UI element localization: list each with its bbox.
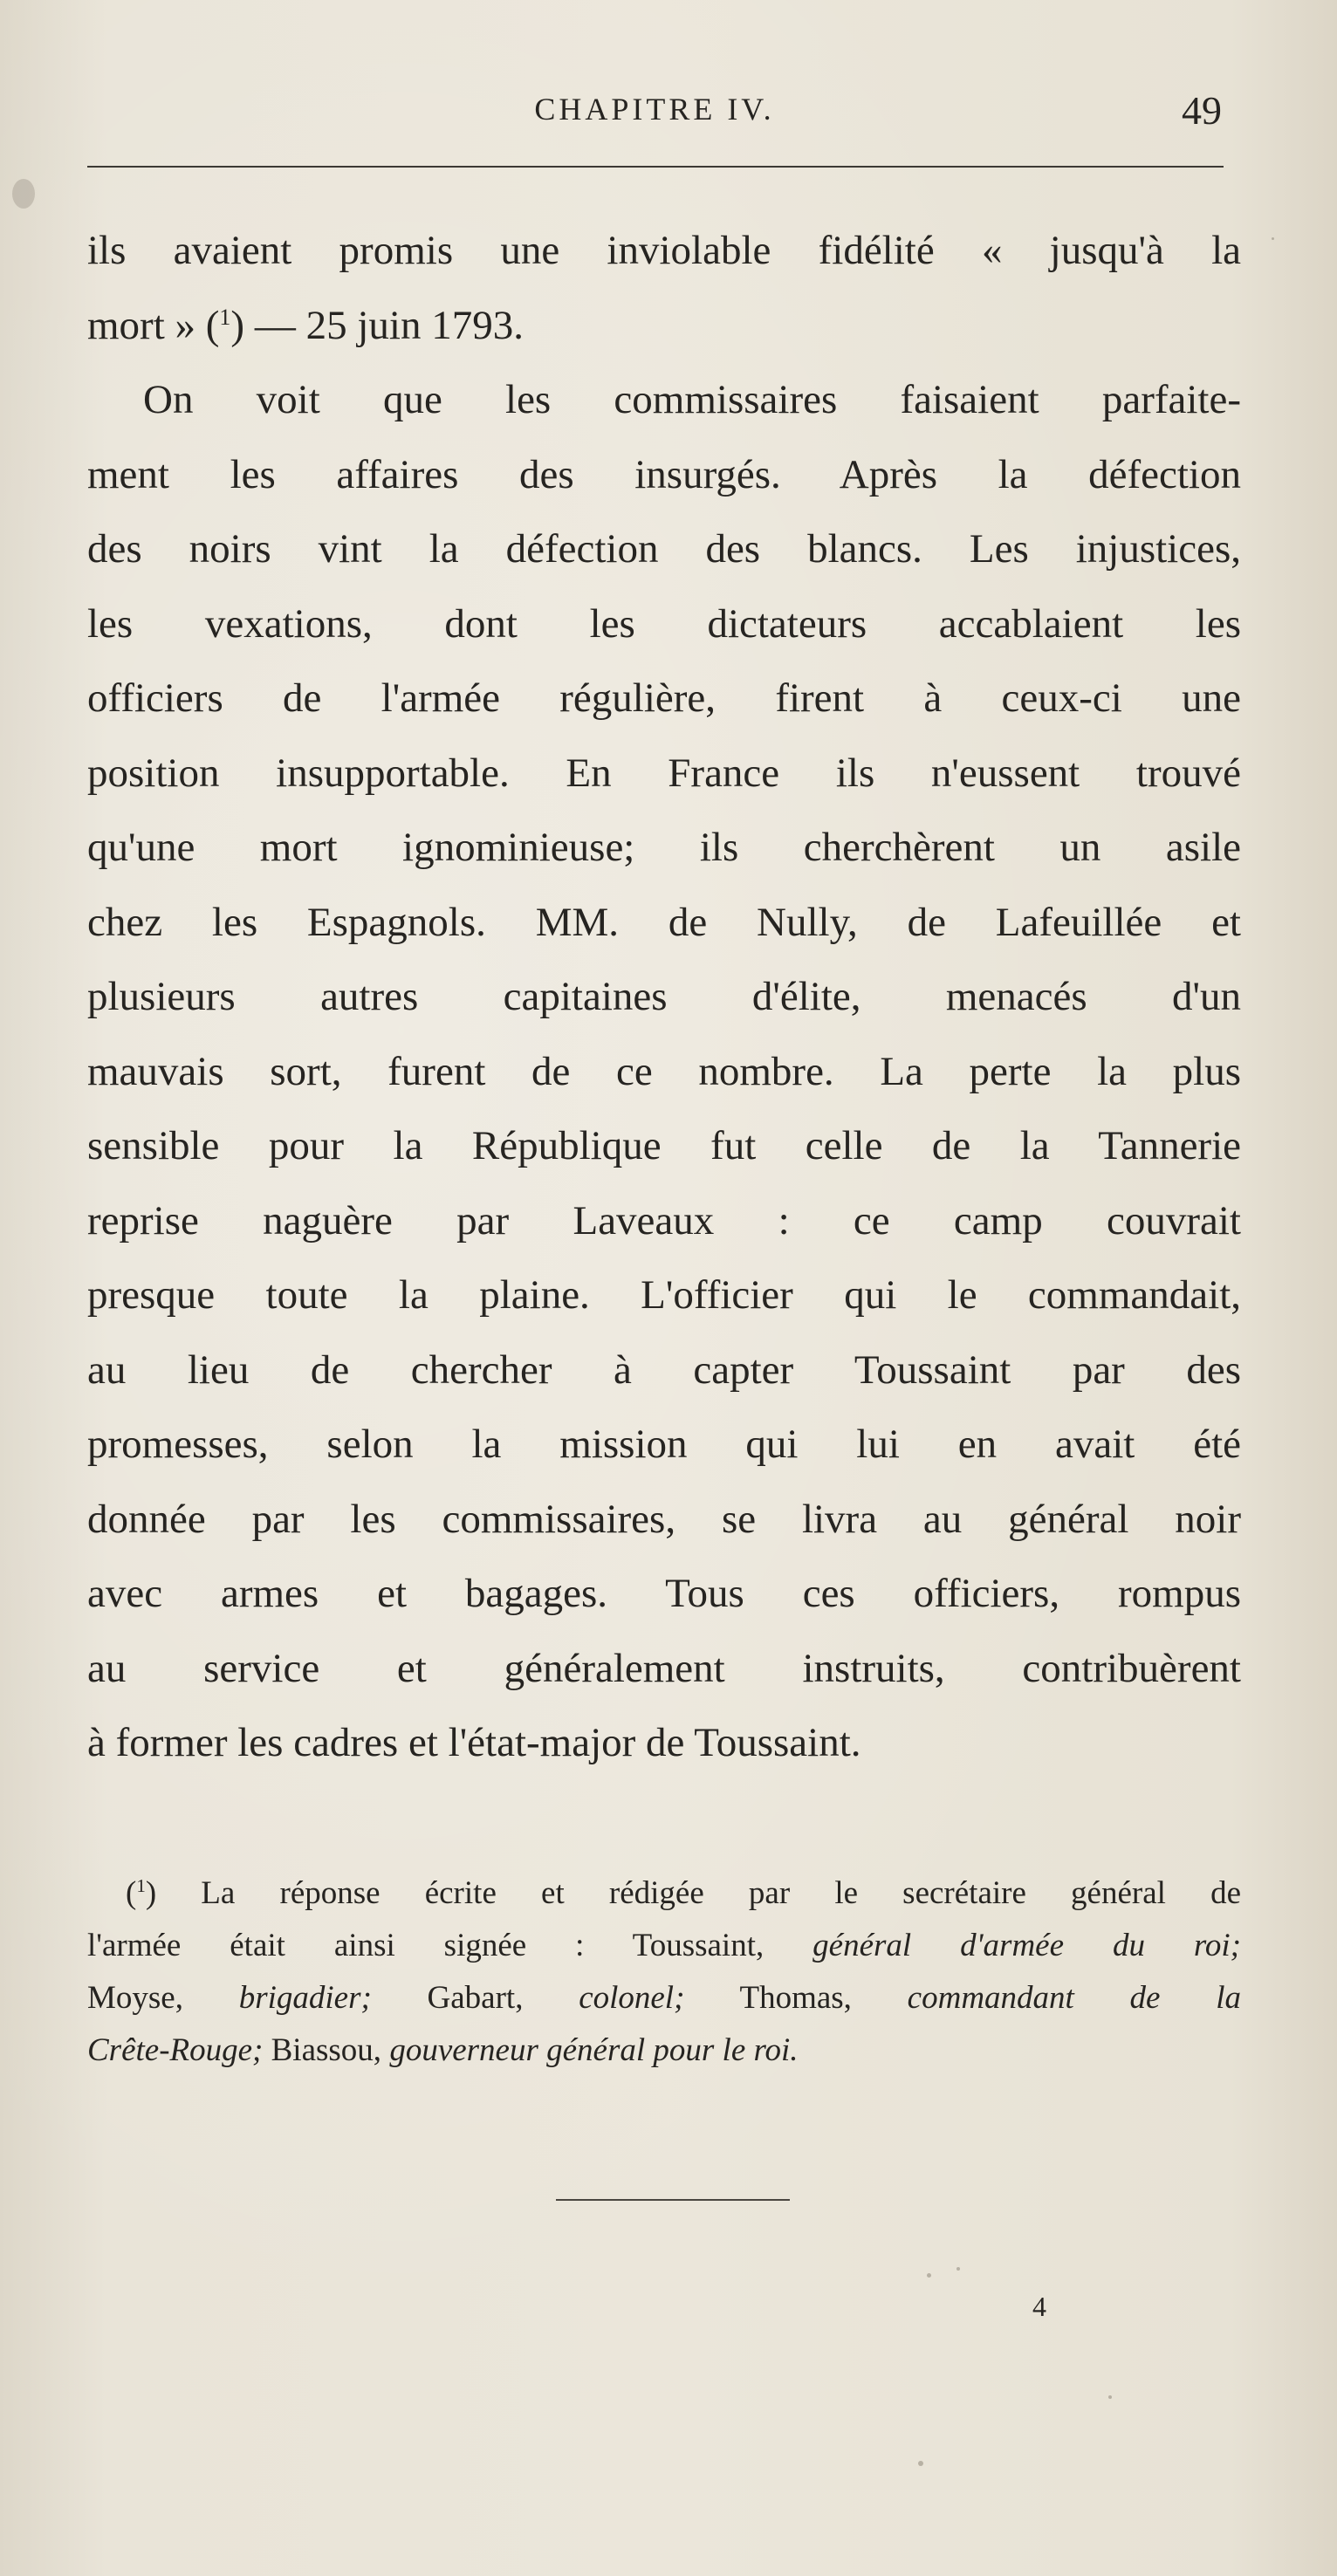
text-line: ils avaient promis une inviolable fidélité « jusqu'à la [87, 228, 1241, 273]
text-line: qu'une mort ignominieuse; ils cherchèrent un asile [87, 825, 1241, 870]
text-line: les vexations, dont les dictateurs accablaient les [87, 600, 1241, 647]
header-rule [87, 166, 1224, 168]
text-line [87, 289, 1241, 364]
text-fragment: mort » ( [87, 302, 220, 348]
text-line: avec armes et bagages. Tous ces officiers, rompus [87, 1571, 1241, 1616]
text-line: au service et généralement instruits, contribuèrent [87, 1645, 1241, 1691]
paper-speck [927, 2273, 931, 2278]
footnote-text: Thomas, [684, 1980, 908, 2016]
closing-rule [556, 2199, 790, 2201]
footnote-line [87, 1972, 1241, 2024]
paper-speck [1272, 237, 1274, 240]
footnote-text: l'armée était ainsi signée : Toussaint, [87, 1928, 813, 1963]
text-line: des noirs vint la défection des blancs. Les injustices, [87, 526, 1241, 572]
footnote-italic: gouverneur général pour le roi. [389, 2032, 799, 2068]
footnote-italic: commandant de la [907, 1980, 1241, 2016]
page-header [87, 87, 1222, 148]
text-line: sensible pour la République fut celle de la Tannerie [87, 1123, 1241, 1168]
text-line: On voit que les commissaires faisaient parfaite- [143, 377, 1241, 422]
signature-mark: 4 [1032, 2291, 1046, 2322]
footnote-text: Gabart, [371, 1980, 579, 2016]
text-line: chez les Espagnols. MM. de Nully, de Lafeuillée et [87, 899, 1241, 945]
text-line: position insupportable. En France ils n'eussent trouvé [87, 750, 1241, 796]
text-line: donnée par les commissaires, se livra au général noir [87, 1496, 1241, 1542]
text-fragment: ) — 25 juin 1793. [230, 302, 524, 348]
footnote-italic: Crête-Rouge; [87, 2032, 264, 2068]
footnote-marker: 1 [136, 1875, 146, 1896]
footnote-line [87, 1920, 1241, 1972]
footnote-line [87, 2024, 1241, 2077]
paper-speck [918, 2461, 923, 2466]
page-number: 49 [1182, 88, 1222, 133]
text-line: ment les affaires des insurgés. Après la défection [87, 451, 1241, 497]
text-line: à former les cadres et l'état-major de Toussaint. [87, 1720, 861, 1765]
footnote-italic: colonel; [579, 1980, 685, 2016]
paper-speck [1108, 2395, 1112, 2399]
footnote-text: Biassou, [263, 2032, 390, 2068]
paper-speck [956, 2267, 960, 2271]
footnote-italic: brigadier; [238, 1980, 372, 2016]
main-text [87, 214, 1241, 1781]
text-line: promesses, selon la mission qui lui en avait été [87, 1422, 1241, 1467]
paper-speck [12, 179, 35, 209]
text-line: au lieu de chercher à capter Toussaint par des [87, 1346, 1241, 1393]
footnote-italic: général d'armée du roi; [812, 1928, 1242, 1963]
text-line: presque toute la plaine. L'officier qui le commandait, [87, 1272, 1241, 1318]
running-title: CHAPITRE IV. [534, 92, 775, 127]
footnote-line [87, 1867, 1241, 1920]
footnote [87, 1867, 1241, 2077]
footnote-open-paren: ( [126, 1875, 137, 1911]
text-line: officiers de l'armée régulière, firent à ceux-ci une [87, 675, 1241, 721]
text-line: reprise naguère par Laveaux : ce camp couvrait [87, 1197, 1241, 1243]
footnote-reference: 1 [219, 304, 231, 330]
footnote-text: ) La réponse écrite et rédigée par le secrétaire général de [145, 1875, 1241, 1911]
text-line: plusieurs autres capitaines d'élite, menacés d'un [87, 974, 1241, 1019]
text-line: mauvais sort, furent de ce nombre. La perte la plus [87, 1048, 1241, 1094]
footnote-text: Moyse, [87, 1980, 239, 2016]
